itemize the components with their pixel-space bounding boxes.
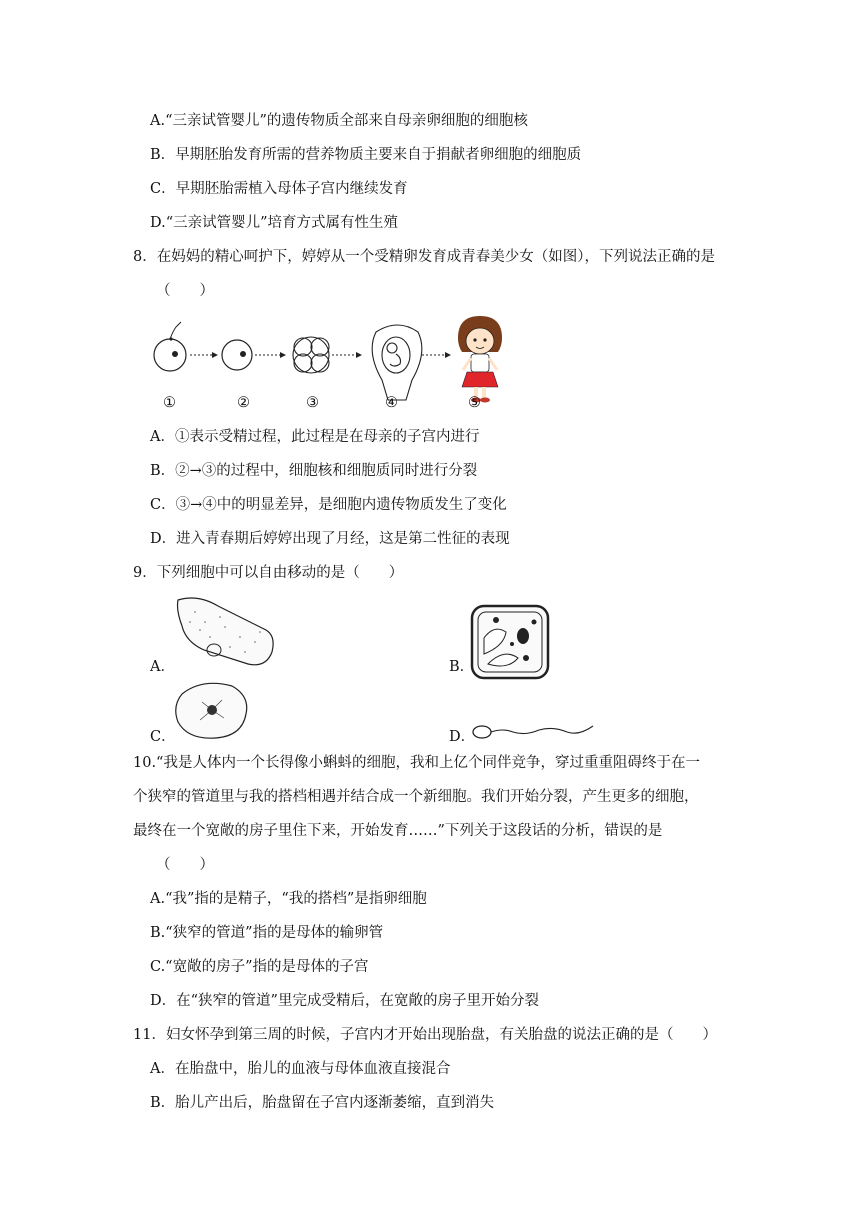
q8-option-d: D．进入青春期后婷婷出现了月经，这是第二性征的表现: [150, 531, 510, 547]
q8-answer-blank: （ ）: [156, 283, 214, 299]
fertilized-egg-illustration: [154, 322, 186, 371]
q10-answer-blank: （ ）: [156, 857, 214, 873]
q11-option-a: A．在胎盘中，胎儿的血液与母体血液直接混合: [150, 1061, 451, 1077]
q10-option-b: B.“狭窄的管道”指的是母体的输卵管: [150, 925, 384, 941]
figure-label-3: ③: [306, 395, 319, 411]
figure-label-2: ②: [237, 395, 250, 411]
zygote-illustration: [222, 340, 252, 370]
q10-option-c: C.“宽敞的房子”指的是母体的子宫: [150, 959, 369, 975]
q11-option-b: B．胎儿产出后，胎盘留在子宫内逐渐萎缩，直到消失: [150, 1095, 495, 1111]
q9-stem: 9．下列细胞中可以自由移动的是（ ）: [133, 565, 404, 581]
girl-illustration: [458, 316, 502, 403]
q9-label-a: A．: [150, 659, 175, 675]
cell-division-illustration: [293, 337, 329, 373]
figure-label-1: ①: [163, 395, 176, 411]
q10-stem-line-3: 最终在一个宽敞的房子里住下来，开始发育……”下列关于这段话的分析，错误的是: [133, 823, 663, 839]
fetus-in-uterus-illustration: [372, 325, 422, 400]
q8-option-a: A．①表示受精过程，此过程是在母亲的子宫内进行: [150, 429, 480, 445]
q10-option-d: D．在“狭窄的管道”里完成受精后，在宽敞的房子里开始分裂: [150, 993, 539, 1009]
q9-label-d: D．: [449, 729, 476, 745]
q8-option-c: C．③→④中的明显差异，是细胞内遗传物质发生了变化: [150, 497, 507, 513]
q7-option-c: C．早期胚胎需植入母体子宫内继续发育: [150, 181, 408, 197]
q7-option-a: A.“三亲试管婴儿”的遗传物质全部来自母亲卵细胞的细胞核: [150, 113, 528, 129]
q11-stem: 11．妇女怀孕到第三周的时候，子宫内才开始出现胎盘，有关胎盘的说法正确的是（ ）: [133, 1027, 717, 1043]
q8-stem: 8．在妈妈的精心呵护下，婷婷从一个受精卵发育成青春美少女（如图），下列说法正确的是: [133, 249, 715, 265]
q9-label-c: C．: [150, 729, 176, 745]
cell-d-illustration: [470, 718, 600, 748]
cell-c-illustration: [172, 678, 252, 742]
q10-option-a: A.“我”指的是精子，“我的搭档”是指卵细胞: [150, 891, 427, 907]
q9-label-b: B．: [449, 659, 475, 675]
figure-label-4: ④: [385, 395, 398, 411]
development-sequence-figure: [140, 310, 520, 420]
q10-stem-line-1: 10.“我是人体内一个长得像小蝌蚪的细胞，我和上亿个同伴竞争，穿过重重阻碍终于在一: [133, 755, 700, 771]
cell-a-illustration: [170, 592, 280, 678]
q7-option-d: D.“三亲试管婴儿”培育方式属有性生殖: [150, 215, 399, 231]
q8-option-b: B．②→③的过程中，细胞核和细胞质同时进行分裂: [150, 463, 478, 479]
figure-label-5: ⑤: [468, 395, 481, 411]
cell-b-illustration: [468, 602, 554, 684]
q7-option-b: B．早期胚胎发育所需的营养物质主要来自于捐献者卵细胞的细胞质: [150, 147, 582, 163]
q10-stem-line-2: 个狭窄的管道里与我的搭档相遇并结合成一个新细胞。我们开始分裂，产生更多的细胞，: [133, 789, 699, 805]
